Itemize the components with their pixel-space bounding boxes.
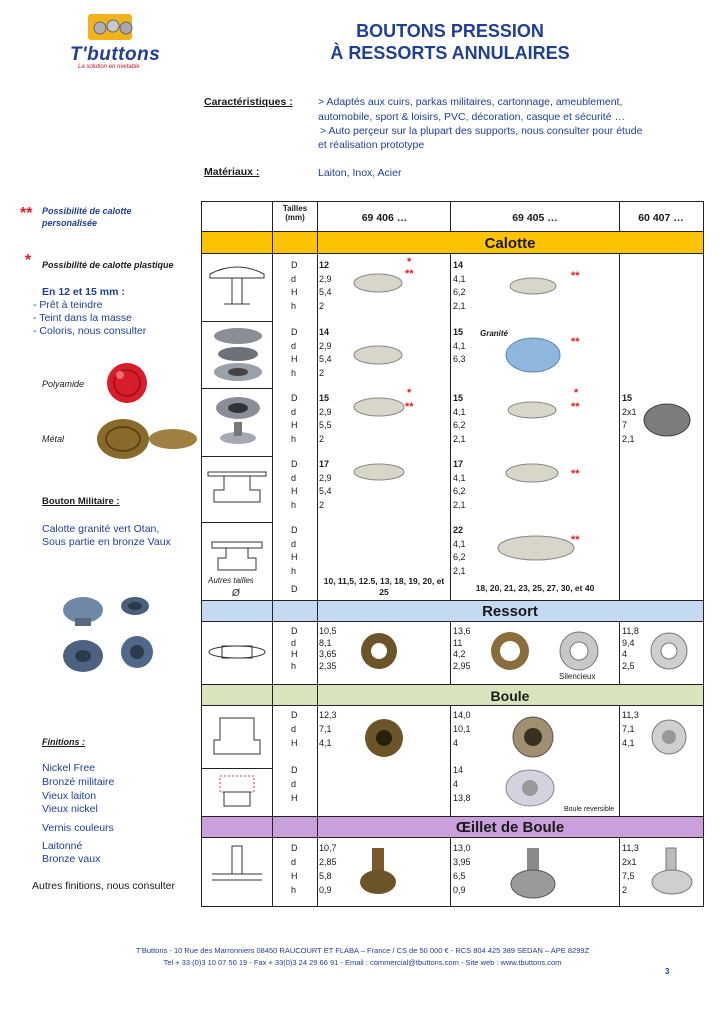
size-value: 15 <box>319 393 330 403</box>
dim-label: d <box>291 472 297 483</box>
size-value: 11,3 <box>622 843 639 853</box>
size-value: 6,2 <box>453 552 466 562</box>
finishes-label: Finitions : <box>42 737 85 747</box>
size-value: 2,1 <box>453 499 466 510</box>
col-69405-header: 69 405 … <box>512 212 558 224</box>
size-value: 12,3 <box>319 710 337 720</box>
size-value: 4,2 <box>453 649 466 659</box>
dim-label: H <box>291 354 298 364</box>
footer-company-line: T'Buttons - 10 Rue des Marronniers 08450 RAUCOURT ET FLABA – France / CS de 50 000 € - RCS 804 425 389 SEDAN – APE 8299Z <box>135 946 590 955</box>
boule-photo-69406 <box>360 716 408 760</box>
size-value: 8,1 <box>319 637 332 648</box>
size-value: 2 <box>319 367 325 378</box>
metal-caps-image <box>95 415 200 468</box>
size-value: 2x1 <box>622 857 637 867</box>
size-value: 0,9 <box>453 885 466 895</box>
cap-photo-15 <box>352 394 406 420</box>
size-value: 5,4 <box>319 287 332 297</box>
size-value: 13,0 <box>453 843 471 853</box>
dim-label: d <box>291 637 297 648</box>
military-button-image <box>55 590 175 695</box>
size-value: 2x1 <box>622 406 637 417</box>
section-boule: Boule <box>202 684 703 706</box>
size-value: 15 <box>453 327 464 337</box>
size-value: 10,1 <box>453 724 471 734</box>
metal-label: Métal <box>42 434 65 444</box>
size-value: 2,1 <box>453 433 466 444</box>
dim-label: D <box>291 260 298 270</box>
dim-label: D <box>291 327 298 337</box>
size-value: 11,8 <box>622 626 639 636</box>
dim-label: D <box>291 765 298 775</box>
dim-label: D <box>291 393 298 403</box>
size-value: 17 <box>319 459 330 469</box>
dim-label: H <box>291 287 298 297</box>
double-star-marker: ** <box>405 268 414 280</box>
custom-cap-line1: Possibilité de calotte <box>42 206 132 216</box>
size-value: 2,95 <box>453 660 471 671</box>
characteristics-label: Caractéristiques : <box>204 96 293 108</box>
dim-label: h <box>291 300 297 311</box>
other-sizes-69406: 10, 11,5, 12.5, 13, 18, 19, 20, et 25 <box>323 576 445 597</box>
section-ressort: Ressort <box>202 600 703 622</box>
page-number: 3 <box>665 967 670 976</box>
size-value: 15 <box>622 393 633 403</box>
oeillet-photo-69405 <box>508 842 558 902</box>
dim-label: h <box>291 565 297 576</box>
dim-label: d <box>291 273 297 284</box>
size-value: 3,65 <box>319 649 337 659</box>
size-value: 2,35 <box>319 660 337 671</box>
silencieux-label: Silencieux <box>559 672 596 681</box>
military-line2: Sous partie en bronze Vaux <box>42 536 171 548</box>
granite-label: Granité <box>480 329 509 338</box>
size-value: 5,5 <box>319 420 332 430</box>
polyamide-label: Polyamide <box>42 379 85 389</box>
finish-old-nickel: Vieux nickel <box>42 803 98 815</box>
materials-value: Laiton, Inox, Acier <box>318 167 402 179</box>
size-value: 2,85 <box>319 857 337 867</box>
cap-photo-14-69406 <box>352 342 404 368</box>
size-value: 14 <box>453 765 464 775</box>
size-value: 2 <box>622 885 628 895</box>
single-star-marker: * <box>25 252 32 269</box>
double-star-marker: ** <box>405 401 414 413</box>
finish-color-varnish: Vernis couleurs <box>42 822 114 834</box>
cap-photo-60407 <box>642 402 692 438</box>
size-value: 11 <box>453 637 463 648</box>
size-value: 2 <box>319 499 325 510</box>
cap-photo-14 <box>508 274 558 298</box>
size-value: 7,5 <box>622 871 635 881</box>
oeillet-photo-69406 <box>356 842 400 900</box>
dim-label: H <box>291 552 298 562</box>
characteristics-line1: > Adaptés aux cuirs, parkas militaires, cartonnage, ameublement, <box>318 96 623 108</box>
product-table <box>201 201 704 907</box>
dim-label: H <box>291 793 298 803</box>
military-button-label: Bouton Militaire : <box>42 496 120 507</box>
double-star-marker: ** <box>571 270 580 282</box>
footer-contact-line: Tel + 33 (0)3 10 07 50 19 - Fax + 33(0)3 24 29 66 91 - Email : commercial@tbuttons.com - Site web : www.tbuttons.com <box>163 958 562 967</box>
diameter-symbol: Ø <box>232 588 240 599</box>
other-sizes-69405: 18, 20, 21, 23, 25, 27, 30, et 40 <box>475 583 595 593</box>
red-polyamide-cap-image <box>102 360 152 411</box>
finish-bronze-military: Bronzé militaire <box>42 776 115 788</box>
size-value: 2,1 <box>622 433 635 444</box>
dim-label: d <box>291 724 297 734</box>
sizes-heading: En 12 et 15 mm : <box>42 286 125 298</box>
size-value: 5,8 <box>319 871 332 881</box>
other-sizes-label: Autres tailles <box>208 576 254 585</box>
option-ready-to-dye: - Prêt à teindre <box>33 299 103 311</box>
size-value: 10,7 <box>319 843 337 853</box>
finish-nickel-free: Nickel Free <box>42 762 96 774</box>
double-star-marker: ** <box>20 205 33 222</box>
size-value: 4 <box>453 779 459 789</box>
size-value: 4,1 <box>453 472 466 483</box>
dim-label: h <box>291 433 297 444</box>
cap-photo-granite <box>504 336 562 374</box>
double-star-marker: ** <box>571 534 580 546</box>
dim-label: D <box>291 525 298 535</box>
size-value: 17 <box>453 459 464 469</box>
ressort-photo-69405-b <box>554 630 604 672</box>
ressort-drawing <box>204 626 270 680</box>
boule-photo-69405 <box>508 714 558 760</box>
materials-label: Matériaux : <box>204 166 260 178</box>
boule-drawing <box>206 710 268 762</box>
col-60407-header: 60 407 … <box>638 212 684 224</box>
finish-bronze-vaux: Bronze vaux <box>42 853 101 865</box>
size-value: 4,1 <box>453 406 466 417</box>
size-value: 4,1 <box>453 340 466 351</box>
calotte-drawing-4 <box>204 462 270 518</box>
ressort-photo-69405-a <box>480 630 540 672</box>
cap-photo-12 <box>352 270 404 296</box>
star-marker: * <box>407 387 412 399</box>
boule-reversible-label: Boule reversible <box>564 806 615 813</box>
dim-label: d <box>291 406 297 417</box>
cap-photo-22 <box>496 532 576 564</box>
other-finishes-note: Autres finitions, nous consulter <box>32 880 175 892</box>
cap-photo-17-69405 <box>504 460 560 486</box>
dim-label: D <box>291 843 298 853</box>
size-value: 7 <box>622 420 628 430</box>
dim-label: h <box>291 499 297 510</box>
dim-label: D <box>291 459 298 469</box>
calotte-photo-3 <box>210 392 266 454</box>
boule-reversible-drawing <box>212 772 262 812</box>
double-star-marker: ** <box>571 468 580 480</box>
size-value: 2,9 <box>319 273 332 284</box>
size-value: 6,3 <box>453 354 466 364</box>
size-value: 2,9 <box>319 472 332 483</box>
double-star-marker: ** <box>571 401 580 413</box>
size-value: 22 <box>453 525 464 535</box>
dim-label: d <box>291 857 297 867</box>
size-value: 2,9 <box>319 340 332 351</box>
option-colors: - Coloris, nous consulter <box>33 325 147 337</box>
size-value: 15 <box>453 393 464 403</box>
finish-brass-plated: Laitonné <box>42 840 83 852</box>
dim-label: h <box>291 660 297 671</box>
sizes-header: Tailles (mm) <box>282 204 308 222</box>
cap-photo-17 <box>352 460 406 484</box>
size-value: 5,4 <box>319 354 332 364</box>
size-value: 5,4 <box>319 486 332 496</box>
size-value: 6,2 <box>453 486 466 496</box>
size-value: 14,0 <box>453 710 471 720</box>
characteristics-line3: > Auto perçeur sur la plupart des supports, nous consulter pour étude <box>320 125 643 137</box>
section-oeillet: Œillet de Boule <box>202 816 703 838</box>
size-value: 10,5 <box>319 626 337 636</box>
page-title-line1: BOUTONS PRESSION <box>356 21 544 41</box>
size-value: 3,95 <box>453 857 471 867</box>
size-value: 2 <box>319 300 325 311</box>
dim-label: H <box>291 738 298 748</box>
size-value: 12 <box>319 260 330 270</box>
logo-name: T'buttons <box>70 44 161 65</box>
oeillet-drawing <box>206 842 268 902</box>
size-value: 2 <box>319 433 325 444</box>
ressort-photo-60407 <box>644 630 694 672</box>
size-value: 13,6 <box>453 626 471 636</box>
plastic-cap-note: Possibilité de calotte plastique <box>42 260 174 270</box>
dim-label: H <box>291 649 298 659</box>
boule-reversible-photo <box>500 766 560 810</box>
calotte-photo-2 <box>208 324 268 386</box>
size-value: 4,1 <box>453 273 466 284</box>
dim-label: D <box>291 626 298 636</box>
size-value: 7,1 <box>622 724 635 734</box>
ressort-photo-69406 <box>354 630 404 672</box>
section-calotte: Calotte <box>202 231 703 254</box>
oeillet-photo-60407 <box>648 842 696 900</box>
logo-tagline: La solution en rivetable <box>78 64 140 70</box>
dim-label: D <box>291 710 298 720</box>
size-value: 4,1 <box>622 738 635 748</box>
custom-cap-line2: personalisée <box>42 218 98 228</box>
size-value: 6,2 <box>453 287 466 297</box>
size-value: 4,1 <box>453 538 466 549</box>
dim-label: d <box>291 340 297 351</box>
option-mass-dyed: - Teint dans la masse <box>33 312 133 324</box>
size-value: 2,1 <box>453 300 466 311</box>
size-value: 4 <box>453 738 459 748</box>
size-value: 6,2 <box>453 420 466 430</box>
size-value: 7,1 <box>319 724 332 734</box>
dim-label: H <box>291 871 298 881</box>
star-marker: * <box>407 256 412 268</box>
military-line1: Calotte granité vert Otan, <box>42 523 160 535</box>
characteristics-line2: automobile, sport & loisirs, PVC, décoration, casque et sécurité … <box>318 111 625 123</box>
characteristics-line4: et réalisation prototype <box>318 139 425 151</box>
dim-label: h <box>291 367 297 378</box>
size-value: 14 <box>319 327 330 337</box>
calotte-drawing-1 <box>204 258 270 316</box>
boule-photo-60407 <box>644 716 694 758</box>
size-value: 0,9 <box>319 885 332 895</box>
size-value: 2,9 <box>319 406 332 417</box>
size-value: 13,8 <box>453 793 471 803</box>
double-star-marker: ** <box>571 336 580 348</box>
size-value: 4 <box>622 649 628 659</box>
dim-label: D <box>291 584 298 594</box>
size-value: 14 <box>453 260 464 270</box>
col-69406-header: 69 406 … <box>361 212 408 224</box>
size-value: 9,4 <box>622 637 635 648</box>
finish-old-brass: Vieux laiton <box>42 790 97 802</box>
size-value: 2,1 <box>453 565 466 576</box>
dim-label: d <box>291 779 297 789</box>
dim-label: d <box>291 538 297 549</box>
page-title-line2: À RESSORTS ANNULAIRES <box>330 43 570 63</box>
size-value: 4,1 <box>319 738 332 748</box>
size-value: 2,5 <box>622 660 635 671</box>
cap-photo-15-69405 <box>506 398 558 422</box>
dim-label: H <box>291 486 298 496</box>
size-value: 11,3 <box>622 710 639 720</box>
star-marker: * <box>574 387 579 399</box>
size-value: 6,5 <box>453 871 466 881</box>
dim-label: H <box>291 420 298 430</box>
dim-label: h <box>291 885 297 895</box>
